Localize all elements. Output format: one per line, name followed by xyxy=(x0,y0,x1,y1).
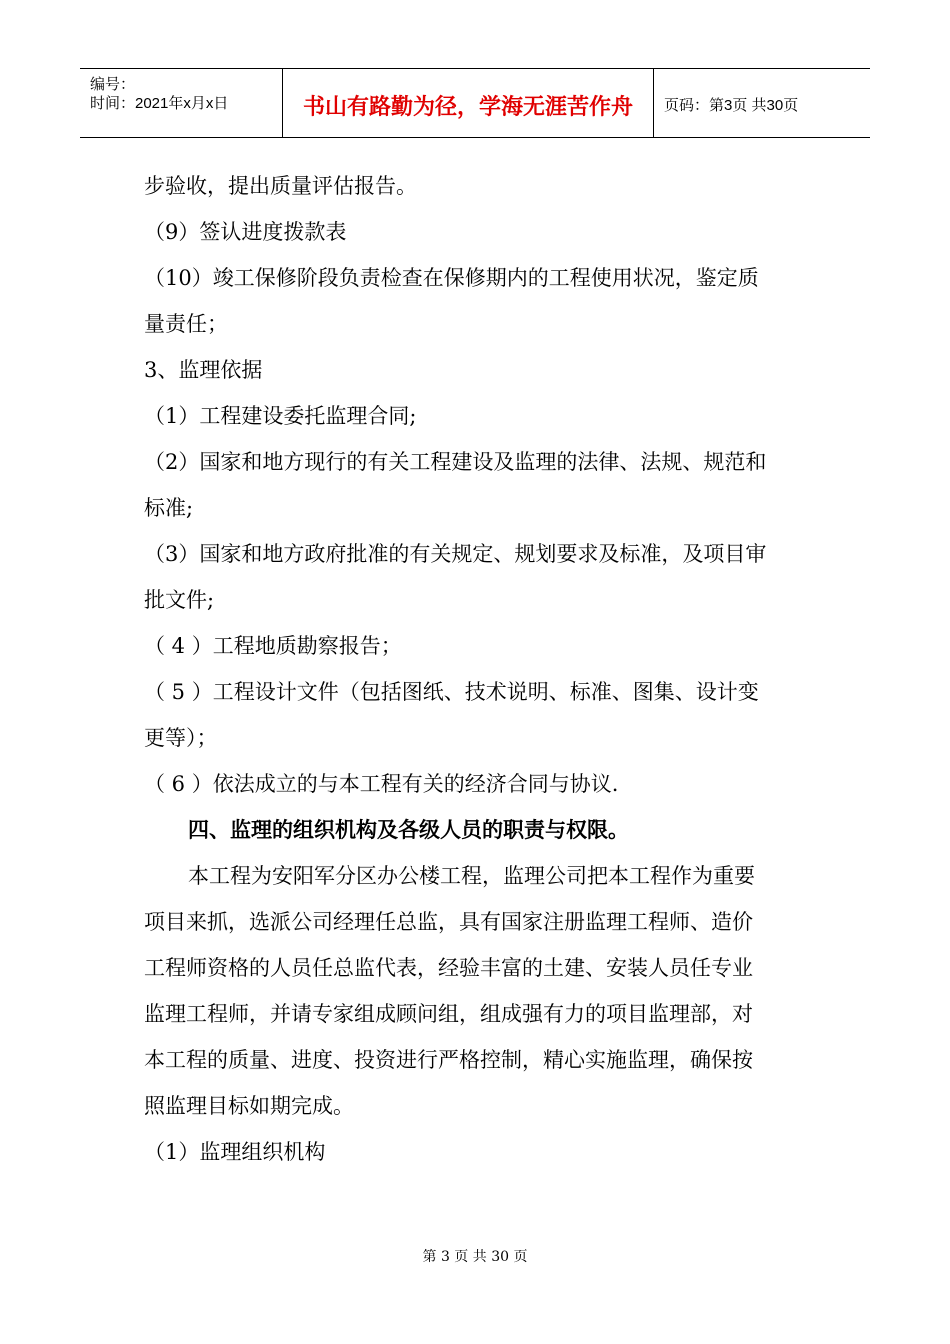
body-line: 标准; xyxy=(144,496,194,520)
body-line: （10）竣工保修阶段负责检查在保修期内的工程使用状况，鉴定质 xyxy=(144,266,759,290)
document-number-label: 编号： xyxy=(90,76,136,93)
body-line: （ 6 ）依法成立的与本工程有关的经济合同与协议. xyxy=(144,772,619,796)
header-left-cell xyxy=(80,69,283,137)
header-right-cell xyxy=(654,69,870,137)
section-heading: 3、监理依据 xyxy=(144,358,263,382)
body-line: （1）工程建设委托监理合同; xyxy=(144,404,417,428)
body-line: 更等）； xyxy=(144,726,218,750)
body-line: 监理工程师，并请专家组成顾问组，组成强有力的项目监理部，对 xyxy=(144,1002,753,1026)
body-line: 量责任； xyxy=(144,312,228,336)
header-motto-cell xyxy=(283,69,654,137)
body-line: （9）签认进度拨款表 xyxy=(144,220,347,244)
header-motto: 书山有路勤为径，学海无涯苦作舟 xyxy=(302,95,633,120)
body-line: 本工程的质量、进度、投资进行严格控制，精心实施监理，确保按 xyxy=(144,1048,753,1072)
body-line: （ 4 ）工程地质勘察报告； xyxy=(144,634,402,658)
body-line: 批文件; xyxy=(144,588,215,612)
header-page-info: 页码：第3页 共30页 xyxy=(664,97,799,114)
body-line: （3）国家和地方政府批准的有关规定、规划要求及标准，及项目审 xyxy=(144,542,767,566)
body-line: 项目来抓，选派公司经理任总监，具有国家注册监理工程师、造价 xyxy=(144,910,753,934)
chapter-heading: 四、监理的组织机构及各级人员的职责与权限。 xyxy=(188,817,629,842)
page-header xyxy=(80,68,870,138)
document-time-label: 时间：2021年x月x日 xyxy=(90,95,229,112)
body-line: （ 5 ）工程设计文件（包括图纸、技术说明、标准、图集、设计变 xyxy=(144,680,759,704)
subsection-heading: （1）监理组织机构 xyxy=(144,1140,326,1164)
body-line: 工程师资格的人员任总监代表，经验丰富的土建、安装人员任专业 xyxy=(144,956,753,980)
body-line: 照监理目标如期完成。 xyxy=(144,1094,354,1118)
page-footer: 第 3 页 共 30 页 xyxy=(422,1249,528,1265)
document-body xyxy=(144,163,808,1175)
body-line: （2）国家和地方现行的有关工程建设及监理的法律、法规、规范和 xyxy=(144,450,767,474)
body-line: 步验收，提出质量评估报告。 xyxy=(144,174,417,198)
paragraph-first-line: 本工程为安阳军分区办公楼工程，监理公司把本工程作为重要 xyxy=(188,864,755,888)
